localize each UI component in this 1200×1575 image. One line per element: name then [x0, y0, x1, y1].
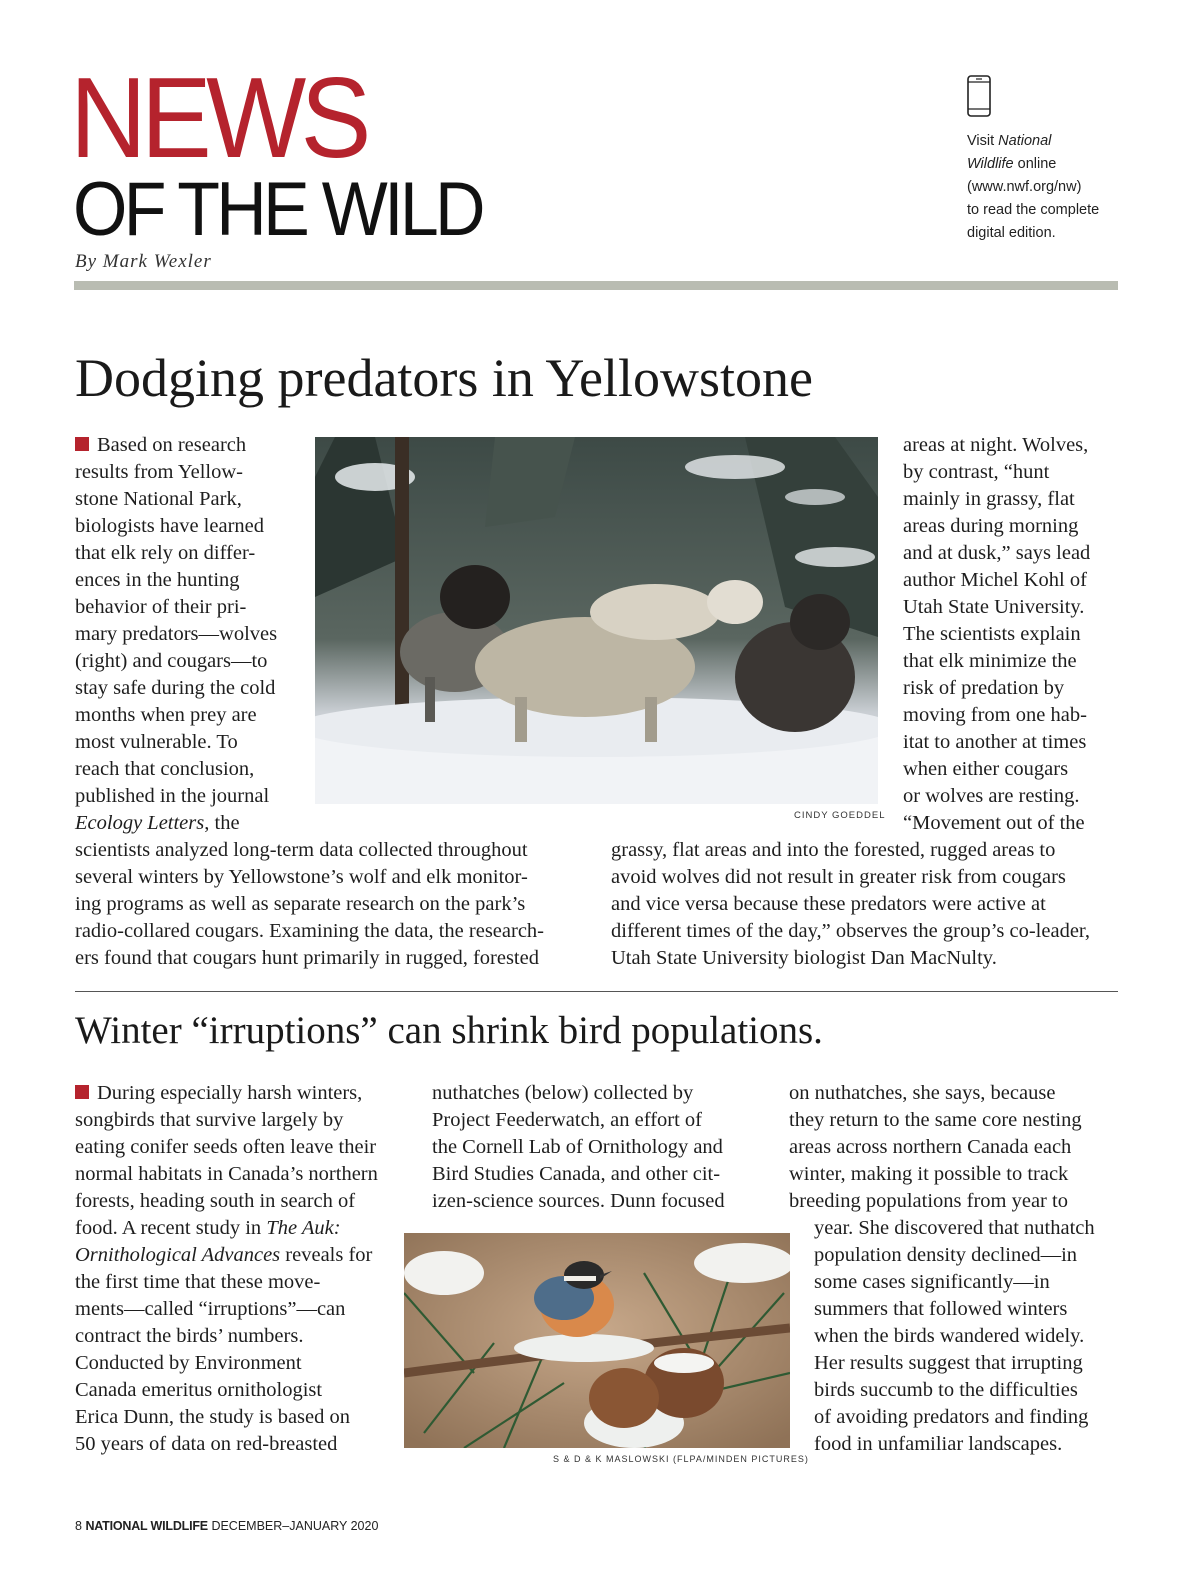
visit-line: digital edition. [967, 225, 1056, 241]
text-line: areas during morning [903, 515, 1079, 537]
text-line: grassy, flat areas and into the forested, rugged areas to [611, 839, 1056, 861]
text-line: winter, making it possible to track [789, 1163, 1069, 1185]
nuthatch-on-pine-photo [404, 1233, 790, 1448]
text-line: “Movement out of the [903, 812, 1085, 834]
text-line: izen-science sources. Dunn focused [432, 1190, 725, 1212]
text-line: ing programs as well as separate research on the park’s [75, 893, 526, 915]
text-line: that elk rely on differ- [75, 542, 256, 564]
page-number: 8 [75, 1519, 82, 1533]
visit-line: Visit National [967, 133, 1052, 149]
text-line: reach that conclusion, [75, 758, 255, 780]
text-line: different times of the day,” observes the group’s co-leader, [611, 920, 1091, 942]
text-line: Canada emeritus ornithologist [75, 1379, 323, 1401]
issue-date: DECEMBER–JANUARY 2020 [211, 1519, 379, 1533]
text-line: birds succumb to the difficulties [814, 1379, 1078, 1401]
section-divider [75, 991, 1118, 992]
phone-icon [967, 75, 991, 117]
text-line: breeding populations from year to [789, 1190, 1068, 1212]
text-line: Utah State University biologist Dan MacNulty. [611, 947, 997, 969]
text-line: or wolves are resting. [903, 785, 1080, 807]
text-line: Ornithological Advances reveals for [75, 1244, 373, 1266]
text-line: author Michel Kohl of [903, 569, 1087, 591]
text-line: Erica Dunn, the study is based on [75, 1406, 350, 1428]
text-line: areas across northern Canada each [789, 1136, 1072, 1158]
article-bullet [75, 1085, 89, 1099]
story1-headline: Dodging predators in Yellowstone [75, 348, 813, 408]
text-line: contract the birds’ numbers. [75, 1325, 304, 1347]
text-line: Utah State University. [903, 596, 1085, 618]
text-line: radio-collared cougars. Examining the data, the research- [75, 920, 545, 942]
text-line: results from Yellow- [75, 461, 243, 483]
masthead-news: NEWS [70, 55, 366, 182]
story2-column-1 [75, 1080, 378, 1458]
story2-column-3-top [789, 1080, 1082, 1215]
text-line: The scientists explain [903, 623, 1081, 645]
photo-credit: CINDY GOEDDEL [794, 810, 886, 821]
visit-line: Wildlife online [967, 156, 1057, 172]
text-line: Bird Studies Canada, and other cit- [432, 1163, 721, 1185]
text-line: (right) and cougars—to [75, 650, 268, 672]
page-footer [75, 1519, 378, 1533]
text-line: most vulnerable. To [75, 731, 238, 753]
text-line: some cases significantly—in [814, 1271, 1050, 1293]
text-line: food. A recent study in The Auk: [75, 1217, 341, 1239]
text-line: the Cornell Lab of Ornithology and [432, 1136, 723, 1158]
text-line: eating conifer seeds often leave their [75, 1136, 377, 1158]
text-line: Her results suggest that irrupting [814, 1352, 1083, 1374]
text-line: of avoiding predators and finding [814, 1406, 1089, 1428]
story2-headline: Winter “irruptions” can shrink bird populations. [75, 1009, 823, 1052]
text-line: scientists analyzed long-term data collected throughout [75, 839, 528, 861]
text-line: moving from one hab- [903, 704, 1087, 726]
text-line: ments—called “irruptions”—can [75, 1298, 346, 1320]
text-line: and vice versa because these predators were active at [611, 893, 1046, 915]
text-line: nuthatches (below) collected by [432, 1082, 694, 1104]
text-line: 50 years of data on red-breasted [75, 1433, 338, 1455]
text-line: that elk minimize the [903, 650, 1077, 672]
text-line: ences in the hunting [75, 569, 240, 591]
text-line: normal habitats in Canada’s northern [75, 1163, 378, 1185]
text-line: published in the journal [75, 785, 270, 807]
text-line: months when prey are [75, 704, 257, 726]
story1-bottom-right [611, 837, 1090, 972]
story2-column-3-bottom [814, 1215, 1095, 1458]
story1-bottom-left [75, 837, 544, 972]
text-line: stay safe during the cold [75, 677, 276, 699]
text-line: forests, heading south in search of [75, 1190, 356, 1212]
text-line: year. She discovered that nuthatch [814, 1217, 1095, 1239]
text-line: food in unfamiliar landscapes. [814, 1433, 1063, 1455]
text-line: songbirds that survive largely by [75, 1109, 344, 1131]
visit-url[interactable]: (www.nwf.org/nw) [967, 179, 1082, 195]
text-line: During especially harsh winters, [75, 1080, 378, 1107]
story1-left-column [75, 432, 277, 837]
text-line: Project Feederwatch, an effort of [432, 1109, 702, 1131]
text-line: they return to the same core nesting [789, 1109, 1082, 1131]
text-line: ers found that cougars hunt primarily in rugged, forested [75, 947, 539, 969]
story2-column-2 [432, 1080, 725, 1215]
wolves-in-snow-photo [315, 437, 878, 804]
text-line: the first time that these move- [75, 1271, 321, 1293]
text-line: Ecology Letters, the [75, 812, 240, 834]
text-line: Conducted by Environment [75, 1352, 302, 1374]
text-line: population density declined—in [814, 1244, 1078, 1266]
masthead-rule [74, 281, 1118, 290]
text-line: itat to another at times [903, 731, 1087, 753]
text-line: biologists have learned [75, 515, 265, 537]
text-line: mainly in grassy, flat [903, 488, 1075, 510]
text-line: mary predators—wolves [75, 623, 278, 645]
text-line: and at dusk,” says lead [903, 542, 1091, 564]
text-line: summers that followed winters [814, 1298, 1068, 1320]
visit-line: to read the complete [967, 202, 1100, 218]
story1-right-column [903, 432, 1090, 837]
text-line: risk of predation by [903, 677, 1065, 699]
text-line: areas at night. Wolves, [903, 434, 1089, 456]
text-line: several winters by Yellowstone’s wolf and elk monitor- [75, 866, 528, 888]
masthead-of-the-wild: OF THE WILD [73, 167, 482, 252]
photo-credit: S & D & K MASLOWSKI (FLPA/MINDEN PICTURES) [553, 1454, 809, 1464]
text-line: Based on research [75, 432, 277, 459]
text-line: stone National Park, [75, 488, 242, 510]
text-line: by contrast, “hunt [903, 461, 1050, 483]
text-line: on nuthatches, she says, because [789, 1082, 1056, 1104]
magazine-name: NATIONAL WILDLIFE [85, 1519, 208, 1533]
text-line: avoid wolves did not result in greater risk from cougars [611, 866, 1066, 888]
article-bullet [75, 437, 89, 451]
visit-online-note [967, 130, 1137, 245]
byline: By Mark Wexler [75, 251, 212, 272]
text-line: when either cougars [903, 758, 1069, 780]
text-line: behavior of their pri- [75, 596, 247, 618]
text-line: when the birds wandered widely. [814, 1325, 1085, 1347]
